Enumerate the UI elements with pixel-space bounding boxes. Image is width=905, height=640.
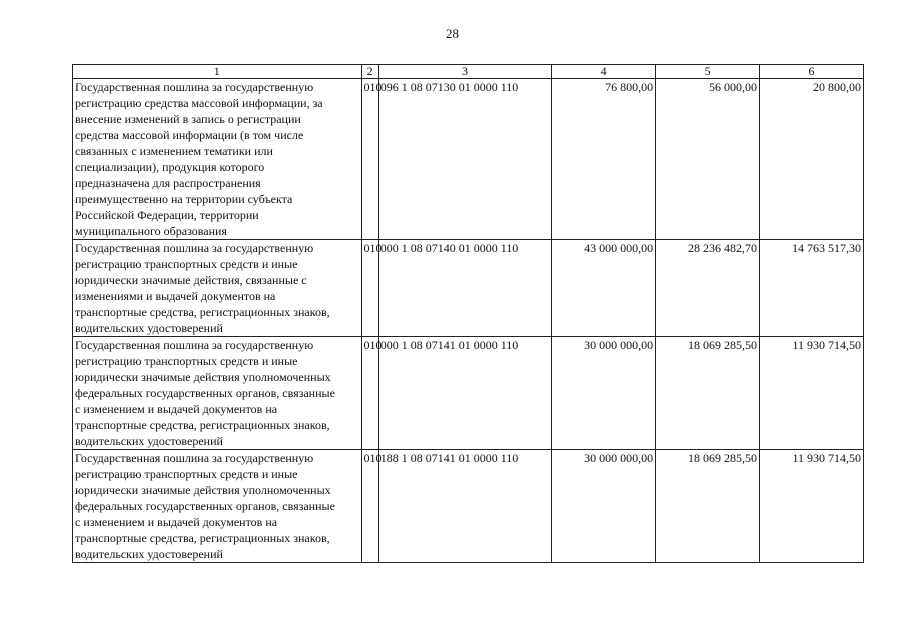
- row-name-line: Государственная пошлина за государственную: [75, 451, 314, 465]
- page-number: 28: [446, 26, 459, 41]
- row-name-cell: [73, 79, 362, 240]
- row-code-cell: 010: [361, 79, 378, 240]
- table-row: [73, 337, 864, 450]
- row-code-cell: 010: [361, 450, 378, 563]
- row-name-line: Государственная пошлина за государственную: [75, 241, 314, 255]
- row-budget-code-cell: 000 1 08 07141 01 0000 110: [378, 337, 552, 450]
- row-name-line: федеральных государственных органов, связанные: [75, 386, 335, 400]
- row-code-cell: 010: [361, 240, 378, 337]
- row-amount-4-cell: 43 000 000,00: [552, 240, 656, 337]
- column-header-3: 3: [378, 65, 552, 79]
- budget-table: [72, 64, 864, 563]
- row-name-line: юридически значимые действия уполномоченных: [75, 370, 331, 384]
- row-name-line: муниципального образования: [75, 224, 227, 238]
- row-amount-4-cell: 30 000 000,00: [552, 337, 656, 450]
- row-name-line: юридически значимые действия, связанные с: [75, 273, 307, 287]
- row-amount-4-cell: 76 800,00: [552, 79, 656, 240]
- row-name-cell: [73, 450, 362, 563]
- row-name-line: регистрацию транспортных средств и иные: [75, 257, 298, 271]
- column-header-2: 2: [361, 65, 378, 79]
- row-amount-6-cell: 20 800,00: [760, 79, 864, 240]
- row-name-line: с изменением и выдачей документов на: [75, 402, 278, 416]
- row-name-line: водительских удостоверений: [75, 321, 223, 335]
- row-code-cell: 010: [361, 337, 378, 450]
- row-name-line: средства массовой информации (в том числе: [75, 128, 304, 142]
- row-amount-6-cell: 11 930 714,50: [760, 450, 864, 563]
- column-header-5: 5: [656, 65, 760, 79]
- row-name-line: Российской Федерации, территории: [75, 208, 259, 222]
- row-name-line: водительских удостоверений: [75, 434, 223, 448]
- row-name-line: юридически значимые действия уполномоченных: [75, 483, 331, 497]
- row-budget-code-cell: 096 1 08 07130 01 0000 110: [378, 79, 552, 240]
- row-name-line: внесение изменений в запись о регистрации: [75, 112, 301, 126]
- row-name-cell: [73, 240, 362, 337]
- row-name-line: связанных с изменением тематики или: [75, 144, 273, 158]
- table-row: [73, 79, 864, 240]
- row-budget-code-cell: 000 1 08 07140 01 0000 110: [378, 240, 552, 337]
- table-row: [73, 450, 864, 563]
- table-body: [73, 79, 864, 563]
- row-amount-6-cell: 11 930 714,50: [760, 337, 864, 450]
- column-header-1: 1: [73, 65, 362, 79]
- row-name-line: федеральных государственных органов, связанные: [75, 499, 335, 513]
- row-name-line: с изменением и выдачей документов на: [75, 515, 278, 529]
- row-amount-5-cell: 18 069 285,50: [656, 337, 760, 450]
- column-header-4: 4: [552, 65, 656, 79]
- row-name-line: предназначена для распространения: [75, 176, 261, 190]
- row-budget-code-cell: 188 1 08 07141 01 0000 110: [378, 450, 552, 563]
- table-row: [73, 240, 864, 337]
- row-name-line: регистрацию транспортных средств и иные: [75, 354, 298, 368]
- row-amount-5-cell: 56 000,00: [656, 79, 760, 240]
- row-name-line: регистрацию средства массовой информации, за: [75, 96, 323, 110]
- row-amount-5-cell: 18 069 285,50: [656, 450, 760, 563]
- row-name-line: регистрацию транспортных средств и иные: [75, 467, 298, 481]
- row-name-line: преимущественно на территории субъекта: [75, 192, 293, 206]
- row-name-line: транспортные средства, регистрационных знаков,: [75, 531, 330, 545]
- row-name-line: специализации), продукция которого: [75, 160, 265, 174]
- row-name-cell: [73, 337, 362, 450]
- row-amount-4-cell: 30 000 000,00: [552, 450, 656, 563]
- row-amount-5-cell: 28 236 482,70: [656, 240, 760, 337]
- row-name-line: Государственная пошлина за государственную: [75, 338, 314, 352]
- row-name-line: изменениями и выдачей документов на: [75, 289, 276, 303]
- row-name-line: водительских удостоверений: [75, 547, 223, 561]
- table-header-row: [73, 65, 864, 79]
- column-header-6: 6: [760, 65, 864, 79]
- row-name-line: транспортные средства, регистрационных знаков,: [75, 418, 330, 432]
- row-amount-6-cell: 14 763 517,30: [760, 240, 864, 337]
- row-name-line: Государственная пошлина за государственную: [75, 80, 314, 94]
- row-name-line: транспортные средства, регистрационных знаков,: [75, 305, 330, 319]
